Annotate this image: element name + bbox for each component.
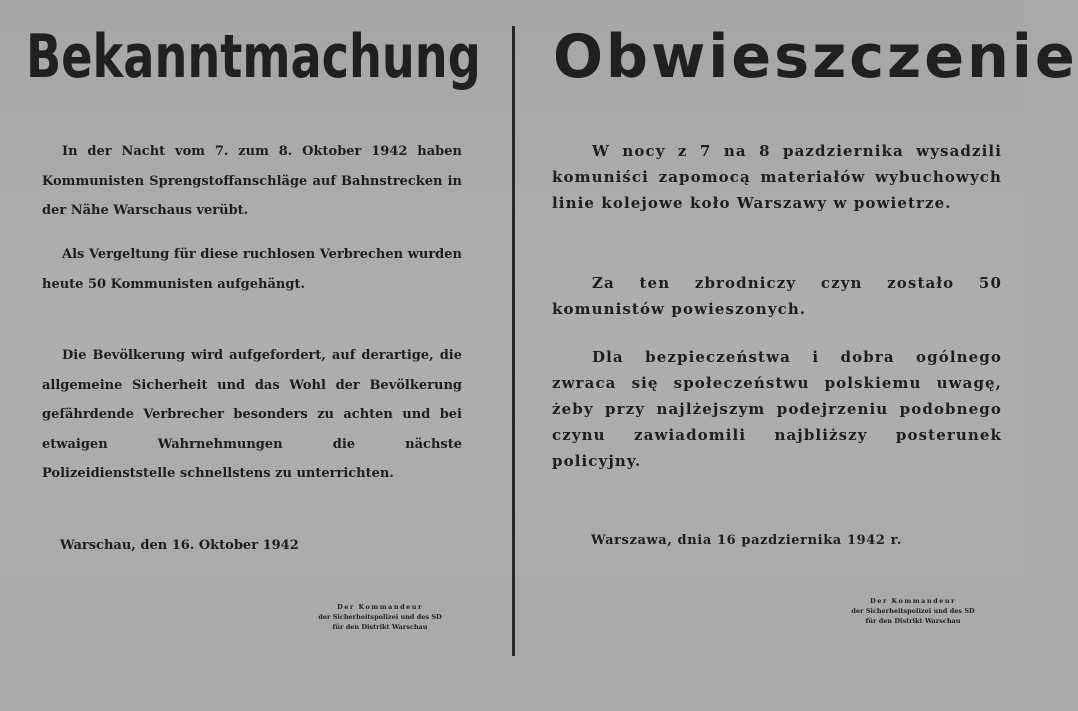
column-divider <box>512 26 515 656</box>
polish-signature <box>828 596 998 626</box>
polish-paragraph-2: Za ten zbrodniczy czyn zostało 50 komunistów powieszonych. <box>552 274 1002 318</box>
polish-date: Warszawa, dnia 16 pazdziernika 1942 r. <box>591 533 903 548</box>
german-signature-title: Der Kommandeur <box>337 603 423 611</box>
german-paragraph-2: Als Vergeltung für diese ruchlosen Verbrechen wurden heute 50 Kommunisten aufgehängt. <box>42 247 462 292</box>
polish-signature-office: der Sicherheitspolizei und des SD <box>851 607 975 615</box>
german-title: Bekanntmachung <box>26 22 481 92</box>
polish-paragraph-3: Dla bezpieczeństwa i dobra ogólnego zwraca się społeczeństwu polskiemu uwagę, żeby przy najlżejszym podejrzeniu podobnego czynu zawiadomili najbliższy posterunek policyjny. <box>552 348 1002 470</box>
german-signature-district: für den Distrikt Warschau <box>332 623 428 631</box>
polish-signature-title: Der Kommandeur <box>870 597 956 605</box>
german-signature-office: der Sicherheitspolizei und des SD <box>318 613 442 621</box>
german-paragraph-3: Die Bevölkerung wird aufgefordert, auf derartige, die allgemeine Sicherheit und das Wohl der Bevölkerung gefährdende Verbrecher besonders zu achten und bei etwaigen Wahrnehmungen die nächste Polizeidienststelle schnellstens zu unterrichten. <box>42 348 462 481</box>
german-paragraph-1: In der Nacht vom 7. zum 8. Oktober 1942 haben Kommunisten Sprengstoffanschläge auf Bahnstrecken in der Nähe Warschaus verübt. <box>42 144 462 218</box>
polish-signature-district: für den Distrikt Warschau <box>865 617 961 625</box>
polish-title: Obwieszczenie <box>553 22 1078 92</box>
polish-paragraph-1: W nocy z 7 na 8 pazdziernika wysadzili komuniści zapomocą materiałów wybuchowych linie kolejowe koło Warszawy w powietrze. <box>552 142 1002 212</box>
german-date: Warschau, den 16. Oktober 1942 <box>60 538 299 553</box>
german-signature <box>300 602 460 632</box>
